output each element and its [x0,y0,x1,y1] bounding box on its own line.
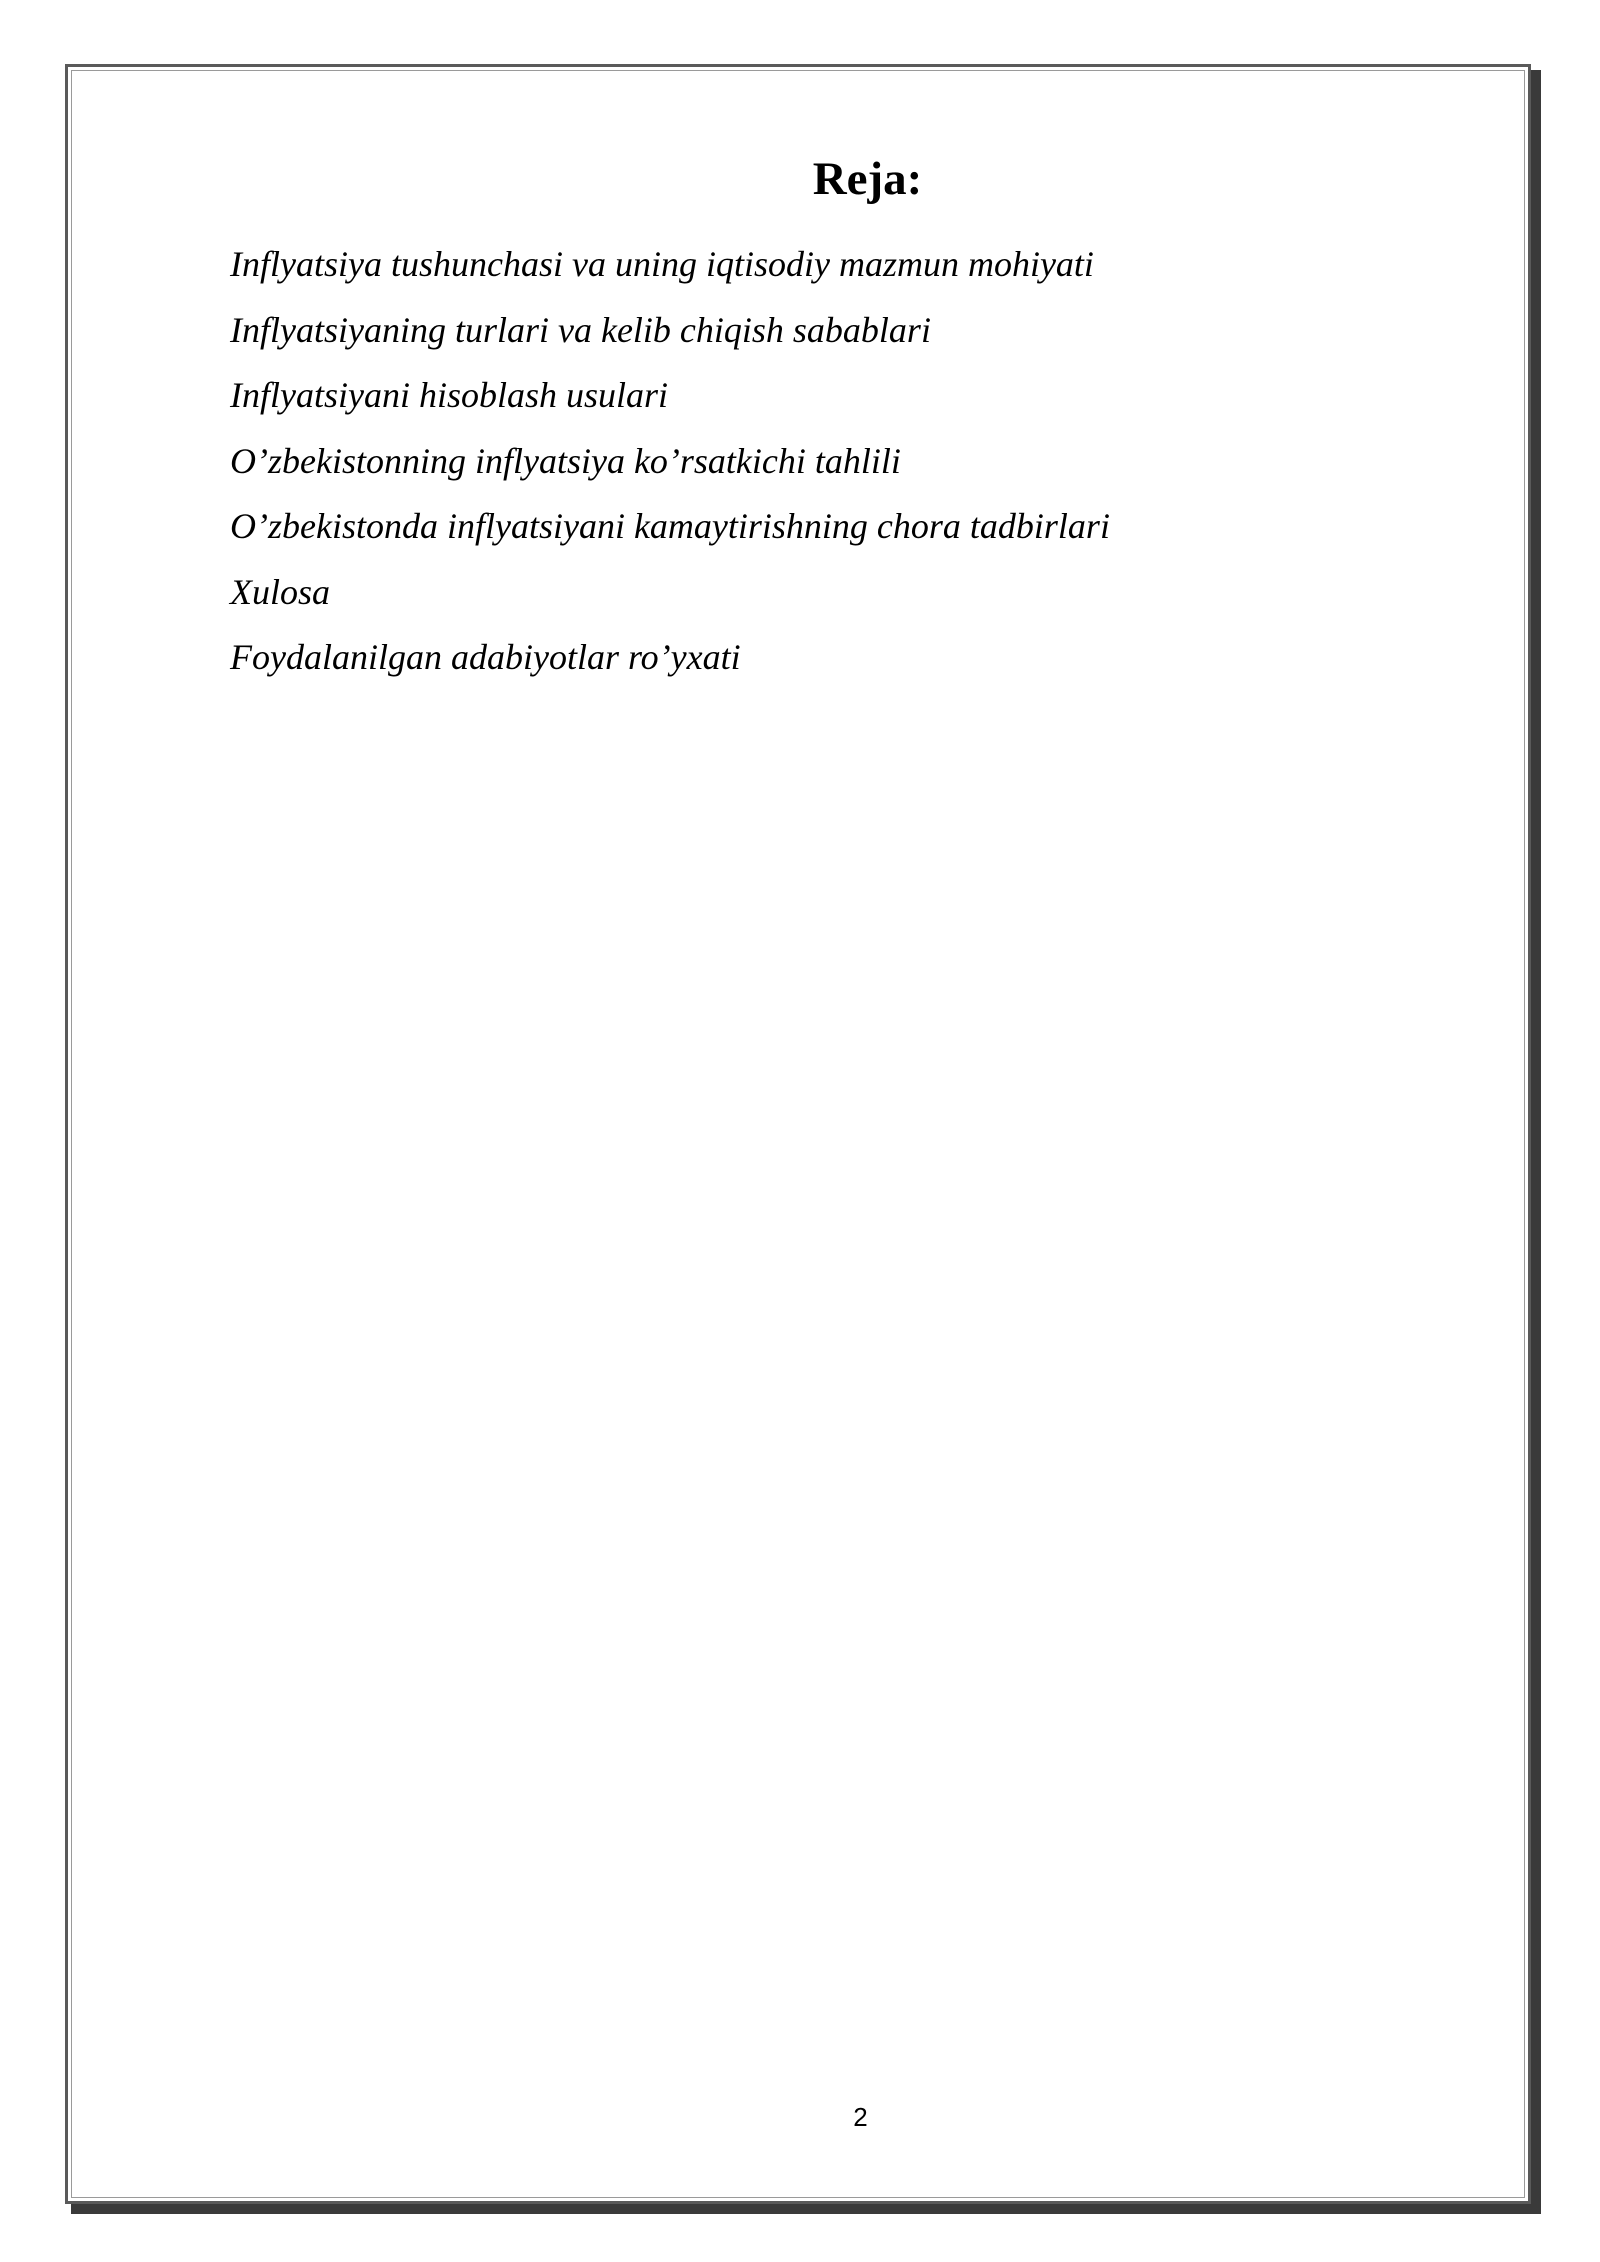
plan-item: O’zbekistonda inflyatsiyani kamaytirishning chora tadbirlari [230,506,1110,546]
plan-item: Inflyatsiyaning turlari va kelib chiqish sabablari [230,309,931,350]
plan-item: Inflyatsiya tushunchasi va uning iqtisodiy mazmun mohiyati [230,244,1094,284]
plan-item: Xulosa [230,571,331,612]
page-number: 2 [853,2102,868,2132]
plan-list [230,232,1110,691]
page-title: Reja: [812,153,923,205]
plan-item: Inflyatsiyani hisoblash usulari [230,375,669,415]
plan-item: O’zbekistonning inflyatsiya ko’rsatkichi tahlili [230,440,901,481]
plan-item: Foydalanilgan adabiyotlar ro’yxati [230,637,741,677]
